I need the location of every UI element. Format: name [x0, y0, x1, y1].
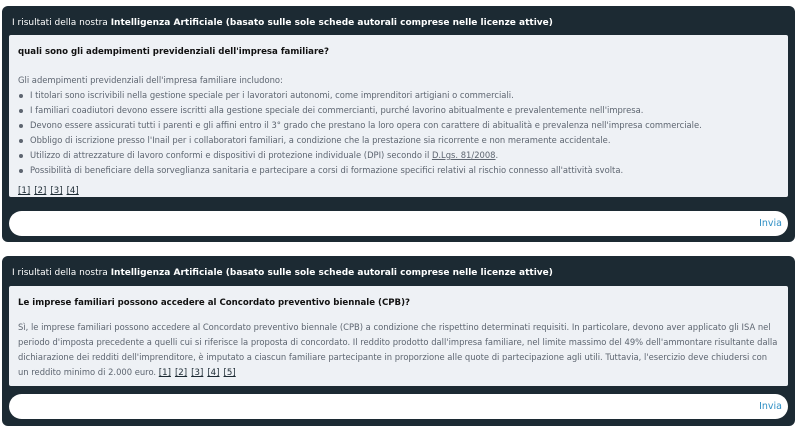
source-ref-link[interactable]: [1] — [158, 368, 171, 378]
source-ref-link[interactable]: [2] — [174, 368, 188, 378]
source-ref-link[interactable]: [2] — [34, 186, 47, 196]
panel-header — [12, 15, 785, 31]
header-prefix: I risultati della nostra — [12, 268, 111, 278]
question-input[interactable] — [21, 215, 725, 233]
answer-bullet-list — [18, 88, 779, 178]
answer-text: Sì, le imprese familiari possono accedere al Concordato preventivo biennale (CPB) a condizione che rispettino determinati requisiti. In particolare, devono aver applicato gli ISA nel periodo d'imposta precedente a quelli cui si riferisce la proposta di concordato. Il reddito prodotto dall'impresa familiare, nel limite massimo del 49% dell'ammontare risultante dalla dichiarazione dei redditi dell'imprenditore, è imputato a ciascun familiare partecipante in proporzione alle quote di partecipazione agli utili. Tuttavia, l'esercizio deve chiudersi con un reddito minimo di 2.000 euro. — [18, 322, 778, 377]
ai-result-panel — [2, 256, 795, 426]
question-input[interactable] — [21, 398, 725, 416]
source-ref-link[interactable]: [3] — [50, 186, 63, 196]
list-item: I titolari sono iscrivibili nella gestione speciale per i lavoratori autonomi, come imprenditori artigiani o commerciali. — [18, 88, 779, 103]
answer-box — [9, 35, 788, 197]
question-text: quali sono gli adempimenti previdenziali dell'impresa familiare? — [18, 47, 329, 57]
header-bold-text: Intelligenza Artificiale (basato sulle sole schede autorali comprese nelle licenze attive) — [110, 18, 553, 28]
source-ref-link[interactable]: [1] — [18, 186, 31, 196]
send-button[interactable]: Invia — [759, 401, 782, 412]
send-button[interactable]: Invia — [759, 218, 782, 229]
question-text: Le imprese familiari possono accedere al Concordato preventivo biennale (CPB)? — [18, 298, 411, 308]
list-item-suffix: . — [495, 150, 499, 160]
list-item: Possibilità di beneficiare della sorveglianza sanitaria e partecipare a corsi di formazione specifici relativi al rischio connesso all'attività svolta. — [18, 163, 779, 178]
panel-header — [12, 265, 785, 281]
header-bold-text: Intelligenza Artificiale (basato sulle sole schede autorali comprese nelle licenze attive) — [110, 268, 553, 278]
list-item: I familiari coadiutori devono essere iscritti alla gestione speciale dei commercianti, purché lavorino abitualmente e prevalentemente nell'impresa. — [18, 103, 779, 118]
ai-result-panel — [2, 6, 795, 242]
source-references — [159, 368, 240, 378]
answer-intro: Gli adempimenti previdenziali dell'impresa familiare includono: — [18, 75, 283, 85]
source-ref-link[interactable]: [4] — [207, 368, 220, 378]
law-reference-link[interactable]: D.Lgs. 81/2008 — [431, 150, 496, 160]
source-references — [18, 186, 779, 196]
source-ref-link[interactable]: [3] — [191, 368, 204, 378]
header-prefix: I risultati della nostra — [12, 18, 111, 28]
answer-box — [9, 286, 788, 386]
list-item: Obbligo di iscrizione presso l'Inail per i collaboratori familiari, a condizione che la prestazione sia ricorrente e non meramente accidentale. — [18, 133, 779, 148]
source-ref-link[interactable]: [5] — [223, 368, 236, 378]
answer-paragraph — [18, 320, 779, 381]
question-input-bar — [9, 211, 788, 236]
question-input-bar — [9, 394, 788, 419]
list-item-text: Utilizzo di attrezzature di lavoro conformi e dispositivi di protezione individuale (DPI) secondo il — [30, 150, 432, 160]
list-item: Devono essere assicurati tutti i parenti e gli affini entro il 3° grado che prestano la loro opera con carattere di abitualità e prevalenza nell'impresa commerciale. — [18, 118, 779, 133]
source-ref-link[interactable]: [4] — [66, 186, 79, 196]
list-item — [18, 148, 779, 163]
